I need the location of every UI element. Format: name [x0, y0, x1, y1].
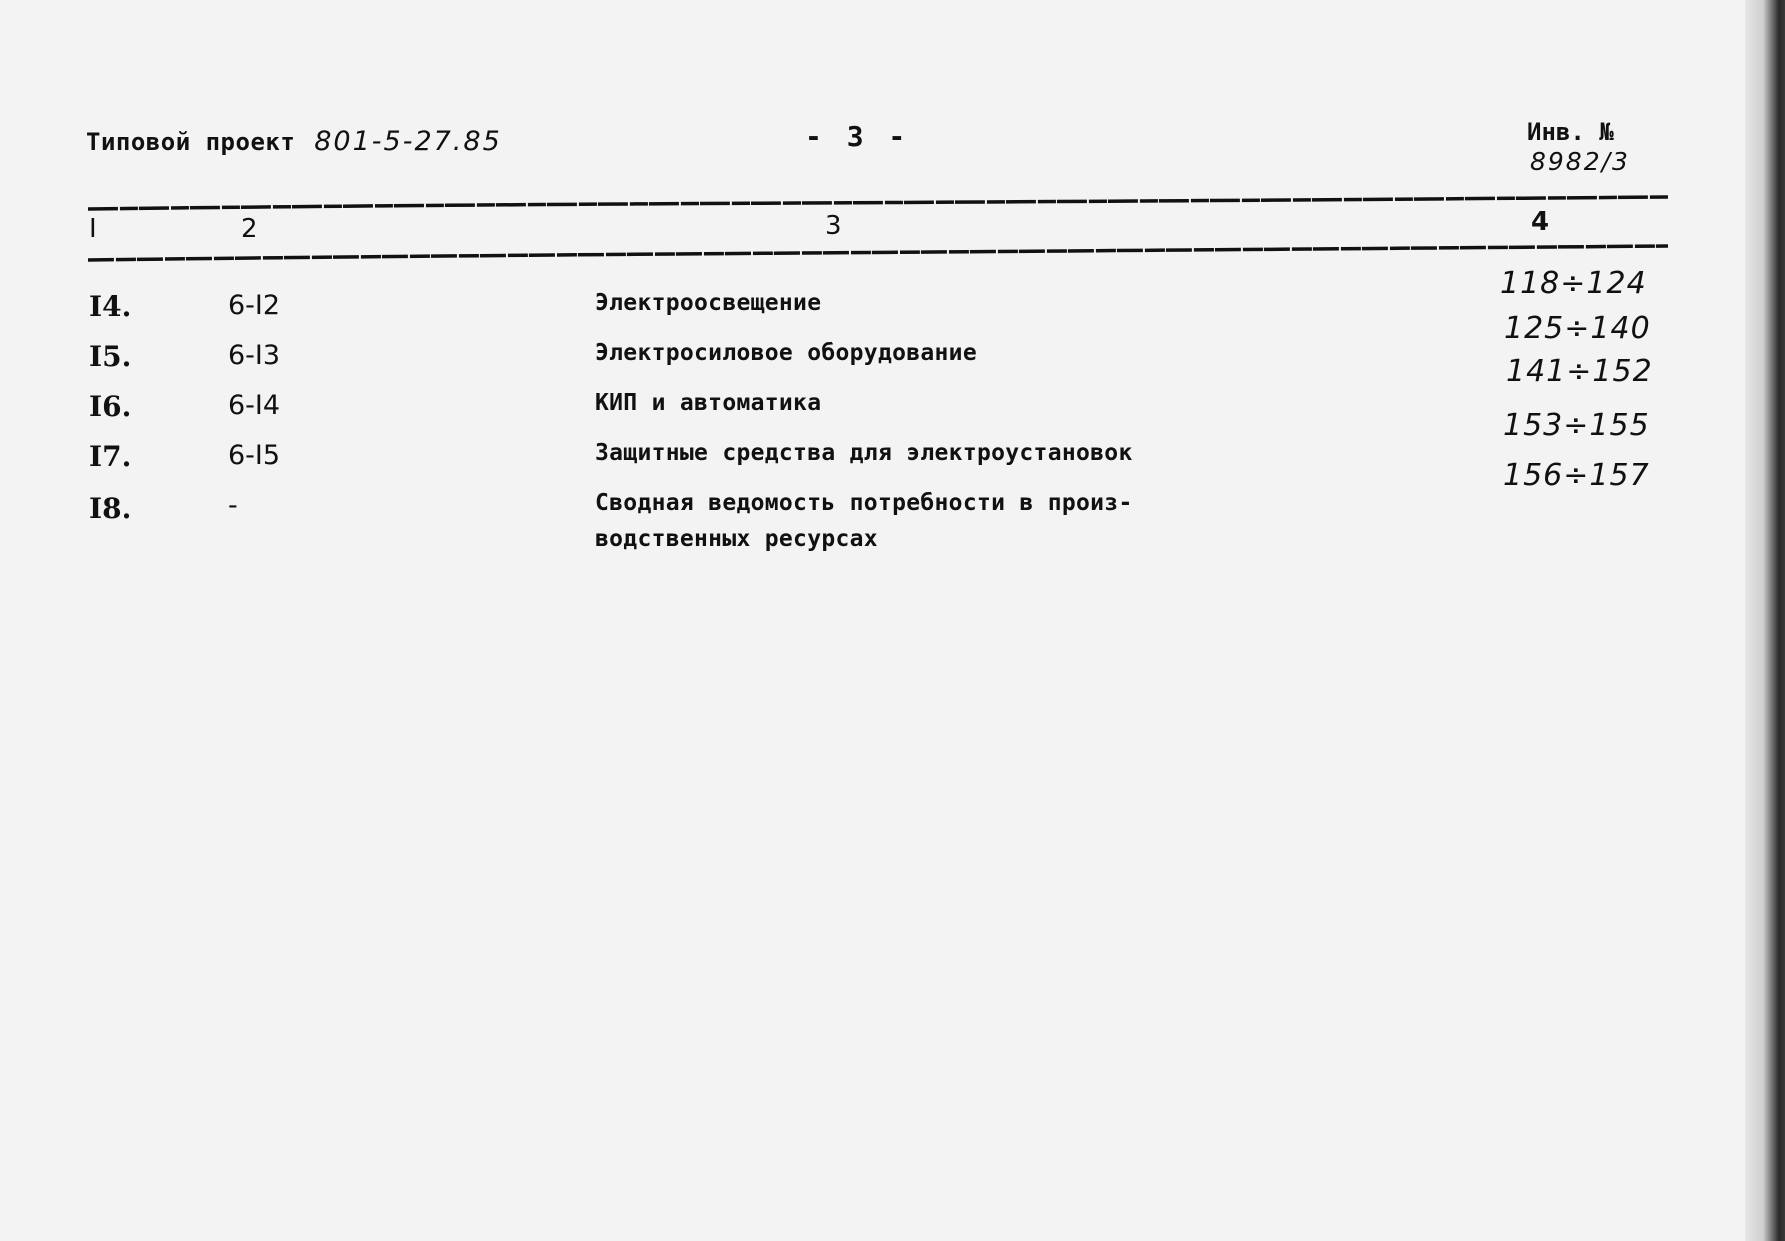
column-header-3: 3 — [825, 211, 842, 241]
row-pages: 141÷152 — [1506, 354, 1653, 389]
row-pages: 118÷124 — [1500, 266, 1647, 301]
project-label: Типовой проект — [86, 128, 296, 156]
row-code: - — [228, 490, 238, 521]
row-code: 6-I4 — [228, 390, 281, 421]
row-name — [595, 490, 1133, 552]
row-pages: 156÷157 — [1503, 458, 1650, 493]
project-number: 801-5-27.85 — [314, 126, 502, 157]
page-number: - 3 - — [805, 120, 910, 153]
row-number: I7. — [89, 440, 132, 473]
row-name: Защитные средства для электроустановок — [595, 440, 1133, 466]
row-code: 6-I2 — [228, 290, 281, 321]
row-code: 6-I5 — [228, 440, 281, 471]
inventory-label: Инв. № — [1527, 118, 1614, 146]
row-number: I8. — [89, 492, 132, 525]
row-number: I6. — [89, 390, 132, 423]
column-header-4: 4 — [1531, 207, 1550, 237]
row-code: 6-I3 — [228, 340, 281, 371]
row-name: Электроосвещение — [595, 290, 822, 316]
column-header-1: I — [89, 214, 97, 244]
row-name: Электросиловое оборудование — [595, 340, 977, 366]
header-bottom-rule — [88, 246, 1668, 260]
row-number: I5. — [89, 340, 132, 373]
row-pages: 125÷140 — [1504, 311, 1651, 346]
header-top-rule — [88, 197, 1668, 209]
row-name-line1: Сводная ведомость потребности в произ- — [595, 490, 1133, 516]
column-header-2: 2 — [241, 214, 258, 244]
row-pages: 153÷155 — [1503, 408, 1650, 443]
inventory-number: 8982/3 — [1530, 147, 1630, 176]
row-number: I4. — [89, 290, 132, 323]
row-name: КИП и автоматика — [595, 390, 822, 416]
row-name-line2: водственных ресурсах — [595, 526, 878, 552]
